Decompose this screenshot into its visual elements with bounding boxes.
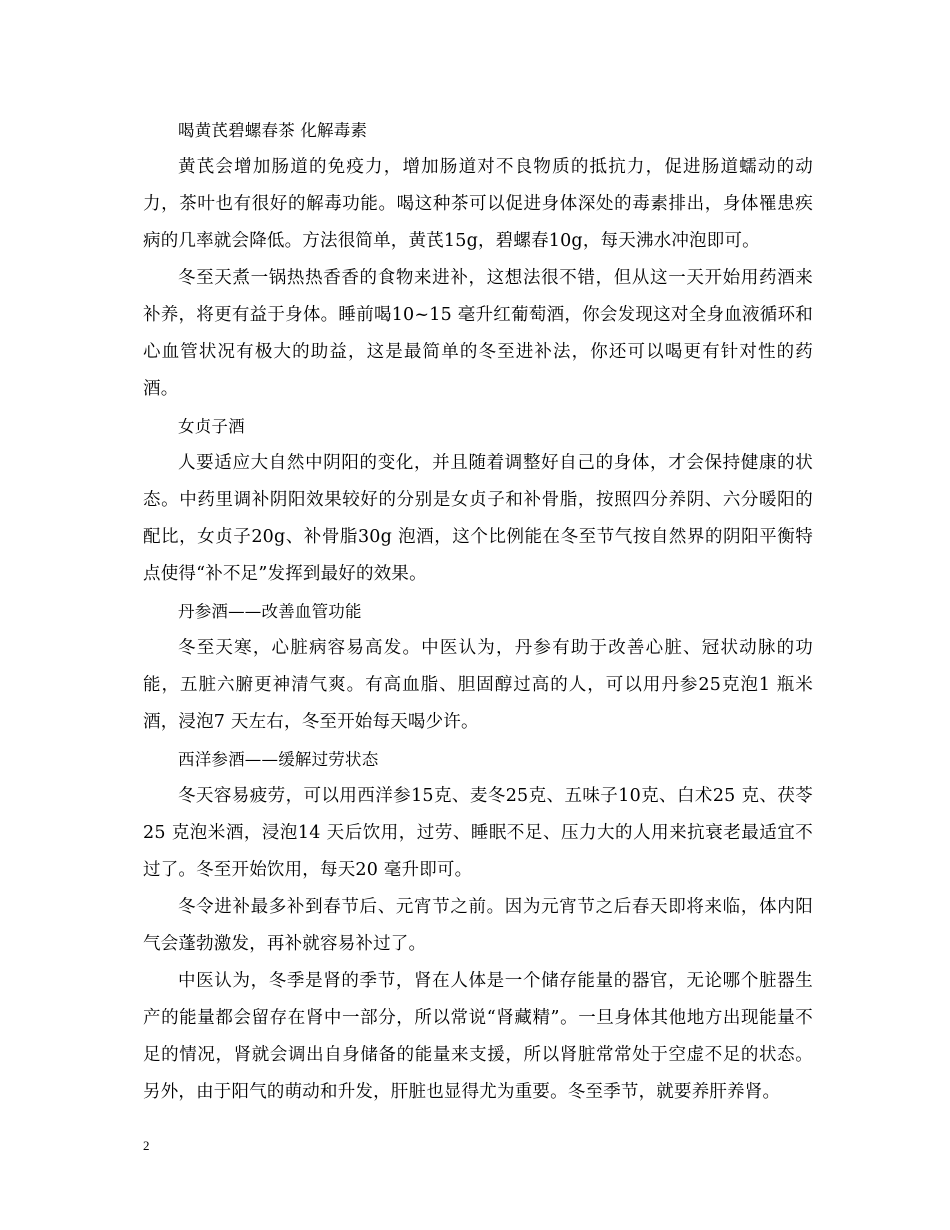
paragraph-kidney-liver: 中医认为，冬季是肾的季节，肾在人体是一个储存能量的器官，无论哪个脏器生产的能量都会留存在肾中一部分，所以常说“肾藏精”。一旦身体其他地方出现能量不足的情况，肾就会调出自身储备的能量来支援，所以肾脏常常处于空虚不足的状态。另外，由于阳气的萌动和升发，肝脏也显得尤为重要。冬至季节，就要养肝养肾。 <box>143 971 813 1102</box>
document-body <box>143 112 813 1111</box>
page-number: 2 <box>143 1138 150 1153</box>
paragraph-astragalus-tea: 黄芪会增加肠道的免疫力，增加肠道对不良物质的抵抗力，促进肠道蠕动的动力，茶叶也有很好的解毒功能。喝这种茶可以促进身体深处的毒素排出，身体罹患疾病的几率就会降低。方法很简单，黄芪15g，碧螺春10g，每天沸水冲泡即可。 <box>143 157 813 251</box>
section-heading-nvzhenzi-wine: 女贞子酒 <box>178 417 245 436</box>
paragraph-tonic-period: 冬令进补最多补到春节后、元宵节之前。因为元宵节之后春天即将来临，体内阳气会蓬勃激发，再补就容易补过了。 <box>143 897 813 954</box>
section-heading-xiyangshen-wine: 西洋参酒——缓解过劳状态 <box>178 750 379 769</box>
paragraph-winter-wine: 冬至天煮一锅热热香香的食物来进补，这想法很不错，但从这一天开始用药酒来补养，将更有益于身体。睡前喝10~15 毫升红葡萄酒，你会发现这对全身血液循环和心血管状况有极大的助益，这是最简单的冬至进补法，你还可以喝更有针对性的药酒。 <box>143 268 813 399</box>
paragraph-danshen-wine: 冬至天寒，心脏病容易高发。中医认为，丹参有助于改善心脏、冠状动脉的功能，五脏六腑更神清气爽。有高血脂、胆固醇过高的人，可以用丹参25克泡1 瓶米酒，浸泡7 天左右，冬至开始每天喝少许。 <box>143 638 813 732</box>
section-heading-tea: 喝黄芪碧螺春茶 化解毒素 <box>178 121 368 140</box>
paragraph-xiyangshen-wine: 冬天容易疲劳，可以用西洋参15克、麦冬25克、五味子10克、白术25 克、茯苓25 克泡米酒，浸泡14 天后饮用，过劳、睡眠不足、压力大的人用来抗衰老最适宜不过了。冬至开始饮用，每天20 毫升即可。 <box>143 786 813 880</box>
section-heading-danshen-wine: 丹参酒——改善血管功能 <box>178 602 362 621</box>
paragraph-nvzhenzi-wine: 人要适应大自然中阴阳的变化，并且随着调整好自己的身体，才会保持健康的状态。中药里调补阴阳效果较好的分别是女贞子和补骨脂，按照四分养阴、六分暖阳的配比，女贞子20g、补骨脂30g 泡酒，这个比例能在冬至节气按自然界的阴阳平衡特点使得“补不足”发挥到最好的效果。 <box>143 453 813 584</box>
